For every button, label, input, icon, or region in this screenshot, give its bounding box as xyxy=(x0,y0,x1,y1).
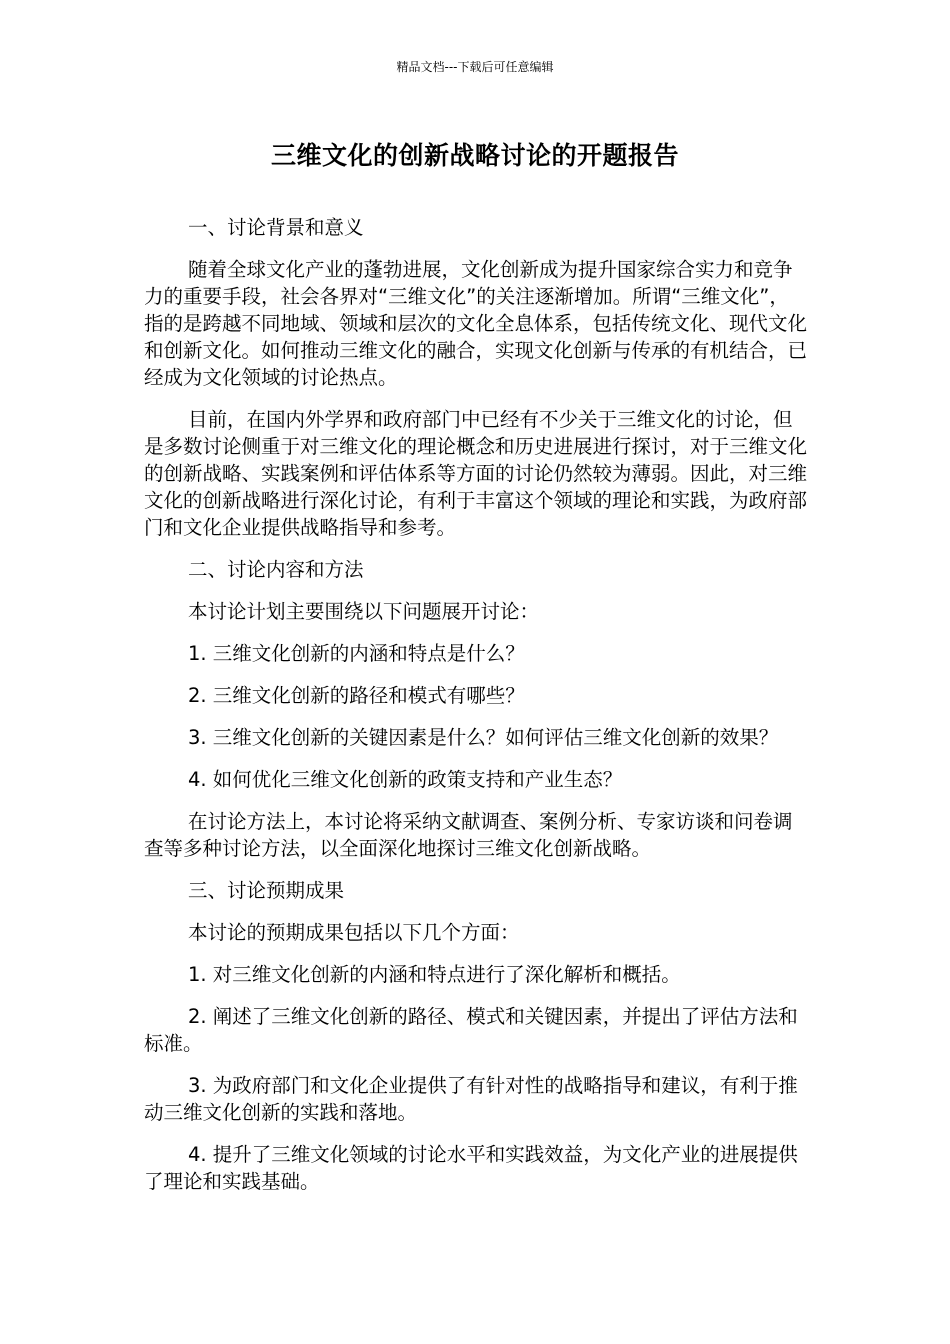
list-item-question-4: 4. 如何优化三维文化创新的政策支持和产业生态？ xyxy=(188,768,623,791)
paragraph-results-intro: 本讨论的预期成果包括以下几个方面： xyxy=(188,921,520,944)
list-item-question-1: 1. 三维文化创新的内涵和特点是什么？ xyxy=(188,642,525,665)
paragraph-background-1: 随着全球文化产业的蓬勃进展，文化创新成为提升国家综合实力和竞争力的重要手段，社会各界对“三维文化”的关注逐渐增加。所谓“三维文化”，指的是跨越不同地域、领域和层次的文化全息体系，包括传统文化、现代文化和创新文化。如何推动三维文化的融合，实现文化创新与传承的有机结合，已经成为文化领域的讨论热点。 xyxy=(144,258,808,389)
section-heading-background: 一、讨论背景和意义 xyxy=(188,216,364,239)
list-item-question-3: 3. 三维文化创新的关键因素是什么？如何评估三维文化创新的效果？ xyxy=(188,726,779,749)
document-title: 三维文化的创新战略讨论的开题报告 xyxy=(270,141,679,170)
list-item-result-4: 4. 提升了三维文化领域的讨论水平和实践效益，为文化产业的进展提供了理论和实践基础。 xyxy=(144,1143,798,1193)
section-heading-content-method: 二、讨论内容和方法 xyxy=(188,558,364,581)
paragraph-background-2: 目前，在国内外学界和政府部门中已经有不少关于三维文化的讨论，但是多数讨论侧重于对三维文化的理论概念和历史进展进行探讨，对于三维文化的创新战略、实践案例和评估体系等方面的讨论仍然较为薄弱。因此，对三维文化的创新战略进行深化讨论，有利于丰富这个领域的理论和实践，为政府部门和文化企业提供战略指导和参考。 xyxy=(144,408,808,539)
section-heading-expected-results: 三、讨论预期成果 xyxy=(188,879,345,902)
list-item-result-2: 2. 阐述了三维文化创新的路径、模式和关键因素，并提出了评估方法和标准。 xyxy=(144,1005,798,1055)
paragraph-content-intro: 本讨论计划主要围绕以下问题展开讨论： xyxy=(188,600,540,623)
list-item-question-2: 2. 三维文化创新的路径和模式有哪些？ xyxy=(188,684,525,707)
list-item-result-3: 3. 为政府部门和文化企业提供了有针对性的战略指导和建议，有利于推动三维文化创新的实践和落地。 xyxy=(144,1074,798,1124)
document-body xyxy=(144,214,808,1210)
list-item-result-1: 1. 对三维文化创新的内涵和特点进行了深化解析和概括。 xyxy=(188,963,681,986)
paragraph-method: 在讨论方法上，本讨论将采纳文献调查、案例分析、专家访谈和问卷调查等多种讨论方法，以全面深化地探讨三维文化创新战略。 xyxy=(144,810,793,860)
header-note: 精品文档---下载后可任意编辑 xyxy=(396,60,554,74)
